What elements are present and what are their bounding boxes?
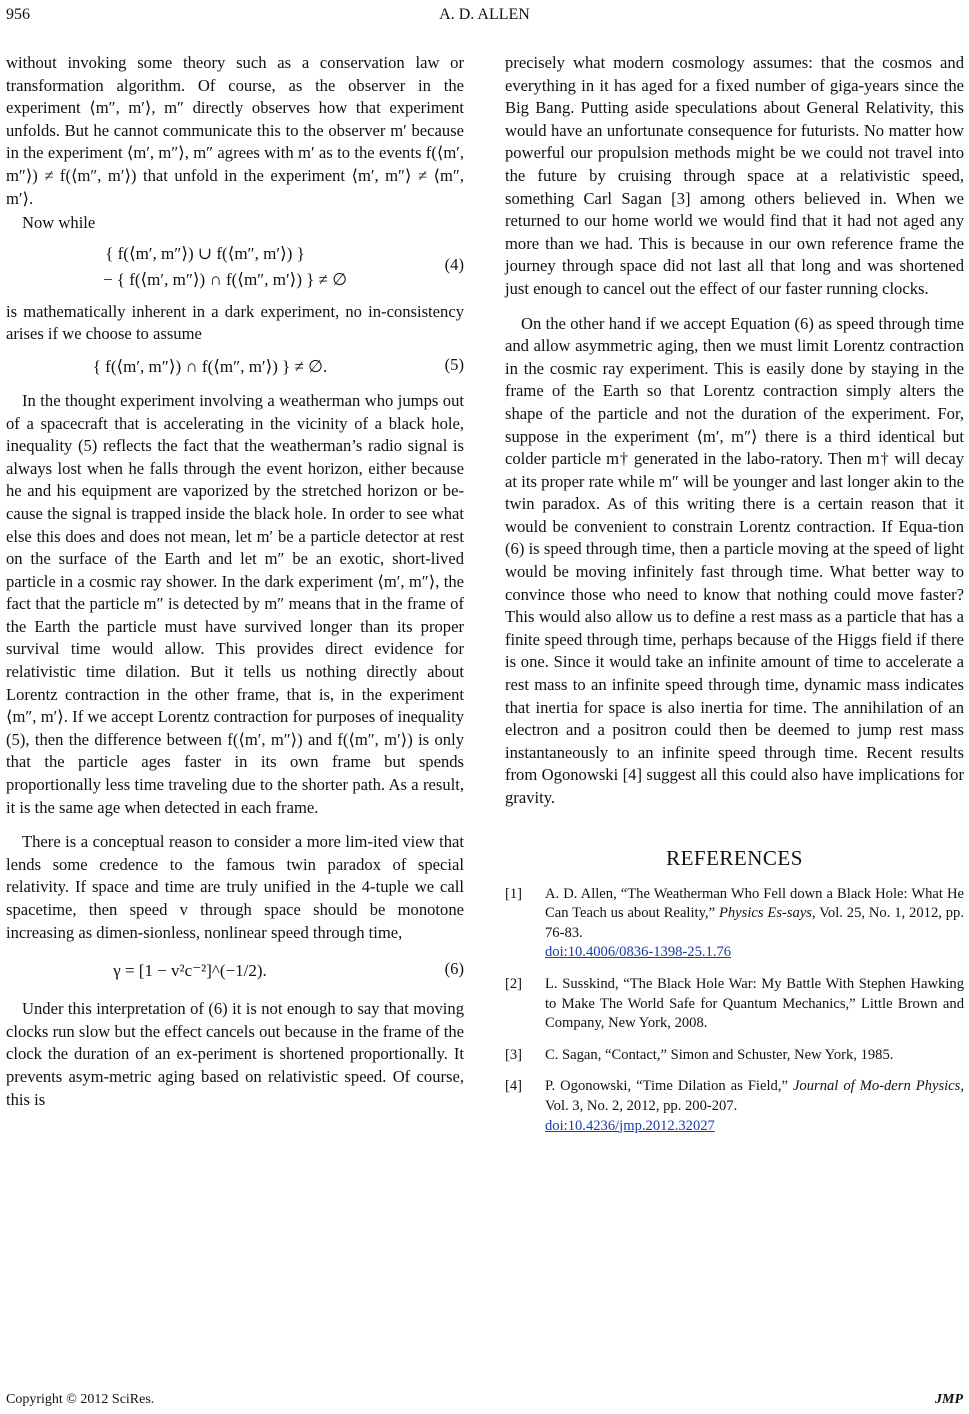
paragraph-mathematically-inherent: is mathematically inherent in a dark experiment, no in-consistency arises if we choose to assume	[6, 301, 464, 344]
reference-details: , Vol. 25, No. 1, 2012, pp. 76-83.	[545, 905, 964, 941]
equation-4-line-1: { f(⟨m′, m″⟩) ∪ f(⟨m″, m′⟩) }	[105, 243, 305, 263]
paragraph-cosmology: precisely what modern cosmology assumes: that the cosmos and everything in it has aged for a fixed number of giga-years since the Big Bang. Putting aside speculations about General Relativity, this would have an unfortunate consequence for futurists. No matter how powerful our propulsion methods might be we could not travel into the future by cruising through space at a relativistic speed, something Carl Sagan [3] among others believed in. When we returned to our home world we would find that it had not aged any more than we had. This is because in our own reference frame the journey through space did not last all that long and was shortened just enough to cancel out the effect of our faster running clocks.	[505, 53, 964, 298]
reference-journal: Journal of Mo-dern Physics	[792, 1078, 961, 1095]
equation-6-number: (6)	[444, 959, 464, 979]
reference-item	[505, 885, 964, 963]
reference-text: L. Susskind, “The Black Hole War: My Battle With Stephen Hawking to Make The World Safe for Quantum Mechanics,” Little Brown and Company, New York, 2008.	[545, 975, 964, 1032]
reference-journal: Physics Es-says	[718, 905, 812, 922]
references-heading: REFERENCES	[666, 845, 803, 870]
reference-number: [2]	[505, 975, 523, 992]
reference-doi-link[interactable]: doi:10.4006/0836-1398-25.1.76	[545, 944, 732, 961]
reference-details: , Vol. 3, No. 2, 2012, pp. 200-207.	[545, 1078, 964, 1114]
equation-6	[6, 958, 464, 984]
reference-item	[505, 975, 964, 1034]
page-number: 956	[6, 6, 30, 23]
reference-number: [3]	[505, 1046, 523, 1063]
paragraph-observer: without invoking some theory such as a conservation law or transformation algorithm. Of course, as the observer in the experiment ⟨m″, m′⟩, m″ directly observes how that experiment unfolds. But he cannot communicate this to the observer m′ because in the experiment ⟨m′, m″⟩, m″ agrees with m′ as to the events f(⟨m′, m″⟩) ≠ f(⟨m″, m′⟩) that unfold in the experiment ⟨m′, m″⟩ ≠ ⟨m″, m′⟩.	[6, 53, 464, 208]
reference-doi-link[interactable]: doi:10.4236/jmp.2012.32027	[545, 1117, 715, 1134]
reference-text: A. D. Allen, “The Weatherman Who Fell down a Black Hole: What He Can Teach us about Reality,”	[545, 885, 964, 922]
reference-item	[505, 1077, 964, 1136]
page-header	[6, 6, 963, 28]
equation-4-number: (4)	[444, 254, 464, 274]
copyright-notice: Copyright © 2012 SciRes.	[6, 1392, 155, 1407]
paragraph-now-while: Now while	[22, 213, 96, 233]
left-column	[6, 52, 464, 1111]
journal-abbreviation: JMP	[935, 1392, 963, 1407]
equation-6-formula: γ = [1 − v²c⁻²]^(−1/2).	[113, 961, 267, 981]
reference-number: [1]	[505, 885, 523, 902]
reference-number: [4]	[505, 1078, 523, 1095]
right-column	[505, 52, 964, 1148]
references-list	[505, 885, 964, 1137]
paragraph-moving-clocks: Under this interpretation of (6) it is not enough to say that moving clocks run slow but the effect cancels out because in the frame of the clock the duration of an ex-periment is shortened proportionally. It prevents asym-metric aging based on relativistic speed. Of course, this is	[6, 999, 464, 1109]
reference-text: C. Sagan, “Contact,” Simon and Schuster, New York, 1985.	[545, 1046, 894, 1063]
equation-5-number: (5)	[444, 354, 464, 374]
reference-item	[505, 1046, 964, 1066]
equation-5-formula: { f(⟨m′, m″⟩) ∩ f(⟨m″, m′⟩) } ≠ ∅.	[92, 356, 328, 376]
equation-5	[6, 354, 464, 380]
paragraph-twin-paradox: There is a conceptual reason to consider a more lim-ited view that lends some credence to the famous twin paradox of special relativity. If space and time are truly unified in the 4-tuple we call spacetime, then speed v through space should be monotone increasing as dimen-sionless, nonlinear speed through time,	[6, 832, 464, 942]
equation-4	[6, 241, 464, 293]
paragraph-weatherman: In the thought experiment involving a weatherman who jumps out of a spacecraft that is accelerating in the vicinity of a black hole, inequality (5) reflects the fact that the weatherman’s radio signal is always lost when he falls through the event horizon, either because he and his equipment are vaporized by the stretched horizon or be-cause the signal is trapped inside the black hole. In order to see what else this does and does not mean, let m′ be a particle detector at rest on the surface of the Earth and let m″ be an exotic, short-lived particle in a cosmic ray shower. In the dark experiment ⟨m′, m″⟩, the fact that the particle m″ is detected by m″ means that in the frame of the Earth the particle must have survived longer than its proper survival time would allow. This provides direct evidence for relativistic time dilation. But it tells us nothing directly about Lorentz contraction in the other frame, that is, in the experiment ⟨m″, m′⟩. If we accept Lorentz contraction for purposes of inequality (5), then the difference between f(⟨m′, m″⟩) and f(⟨m″, m′⟩) is only that the particle ages faster in its own frame but spends proportionally less time traveling due to the shorter path. As a result, it is the same age when detected in each frame.	[6, 390, 464, 817]
running-head: A. D. ALLEN	[439, 6, 530, 23]
paragraph-asymmetric-aging: On the other hand if we accept Equation (6) as speed through time and allow asymmetric aging, then we must limit Lorentz contraction in the cosmic ray experiment. This is easily done by staying in the frame of the Earth so that Lorentz contraction simply alters the shape of the particle and not the duration of the experiment. For, suppose in the experiment ⟨m′, m″⟩ there is a third identical but colder particle m† generated in the labo-ratory. Then m† will decay at its proper rate while m″ will be younger and last longer akin to the twin paradox. As of this writing there is a certain reason that it would be convenient to constrain Lorentz contraction. If Equa-tion (6) is speed through time, then a particle moving at the speed of light would be moving infinitely fast through time. What better way to convince those who need to know that nothing could move faster? This would also allow us to define a rest mass as a particle that has a finite speed through time, perhaps because of the Higgs field if there is one. Since it would take an infinite amount of time to accelerate a rest mass to an infinite speed through time, dynamic mass indicates that inertia for space is also inertia for time. The annihilation of an electron and a positron could then be deemed to jump rest mass instantaneously to an infinite speed through time. Recent results from Ogonowski [4] suggest all this could also have implications for gravity.	[505, 313, 964, 807]
reference-text: P. Ogonowski, “Time Dilation as Field,”	[545, 1078, 788, 1095]
equation-4-line-2: − { f(⟨m′, m″⟩) ∩ f(⟨m″, m′⟩) } ≠ ∅	[102, 269, 348, 289]
